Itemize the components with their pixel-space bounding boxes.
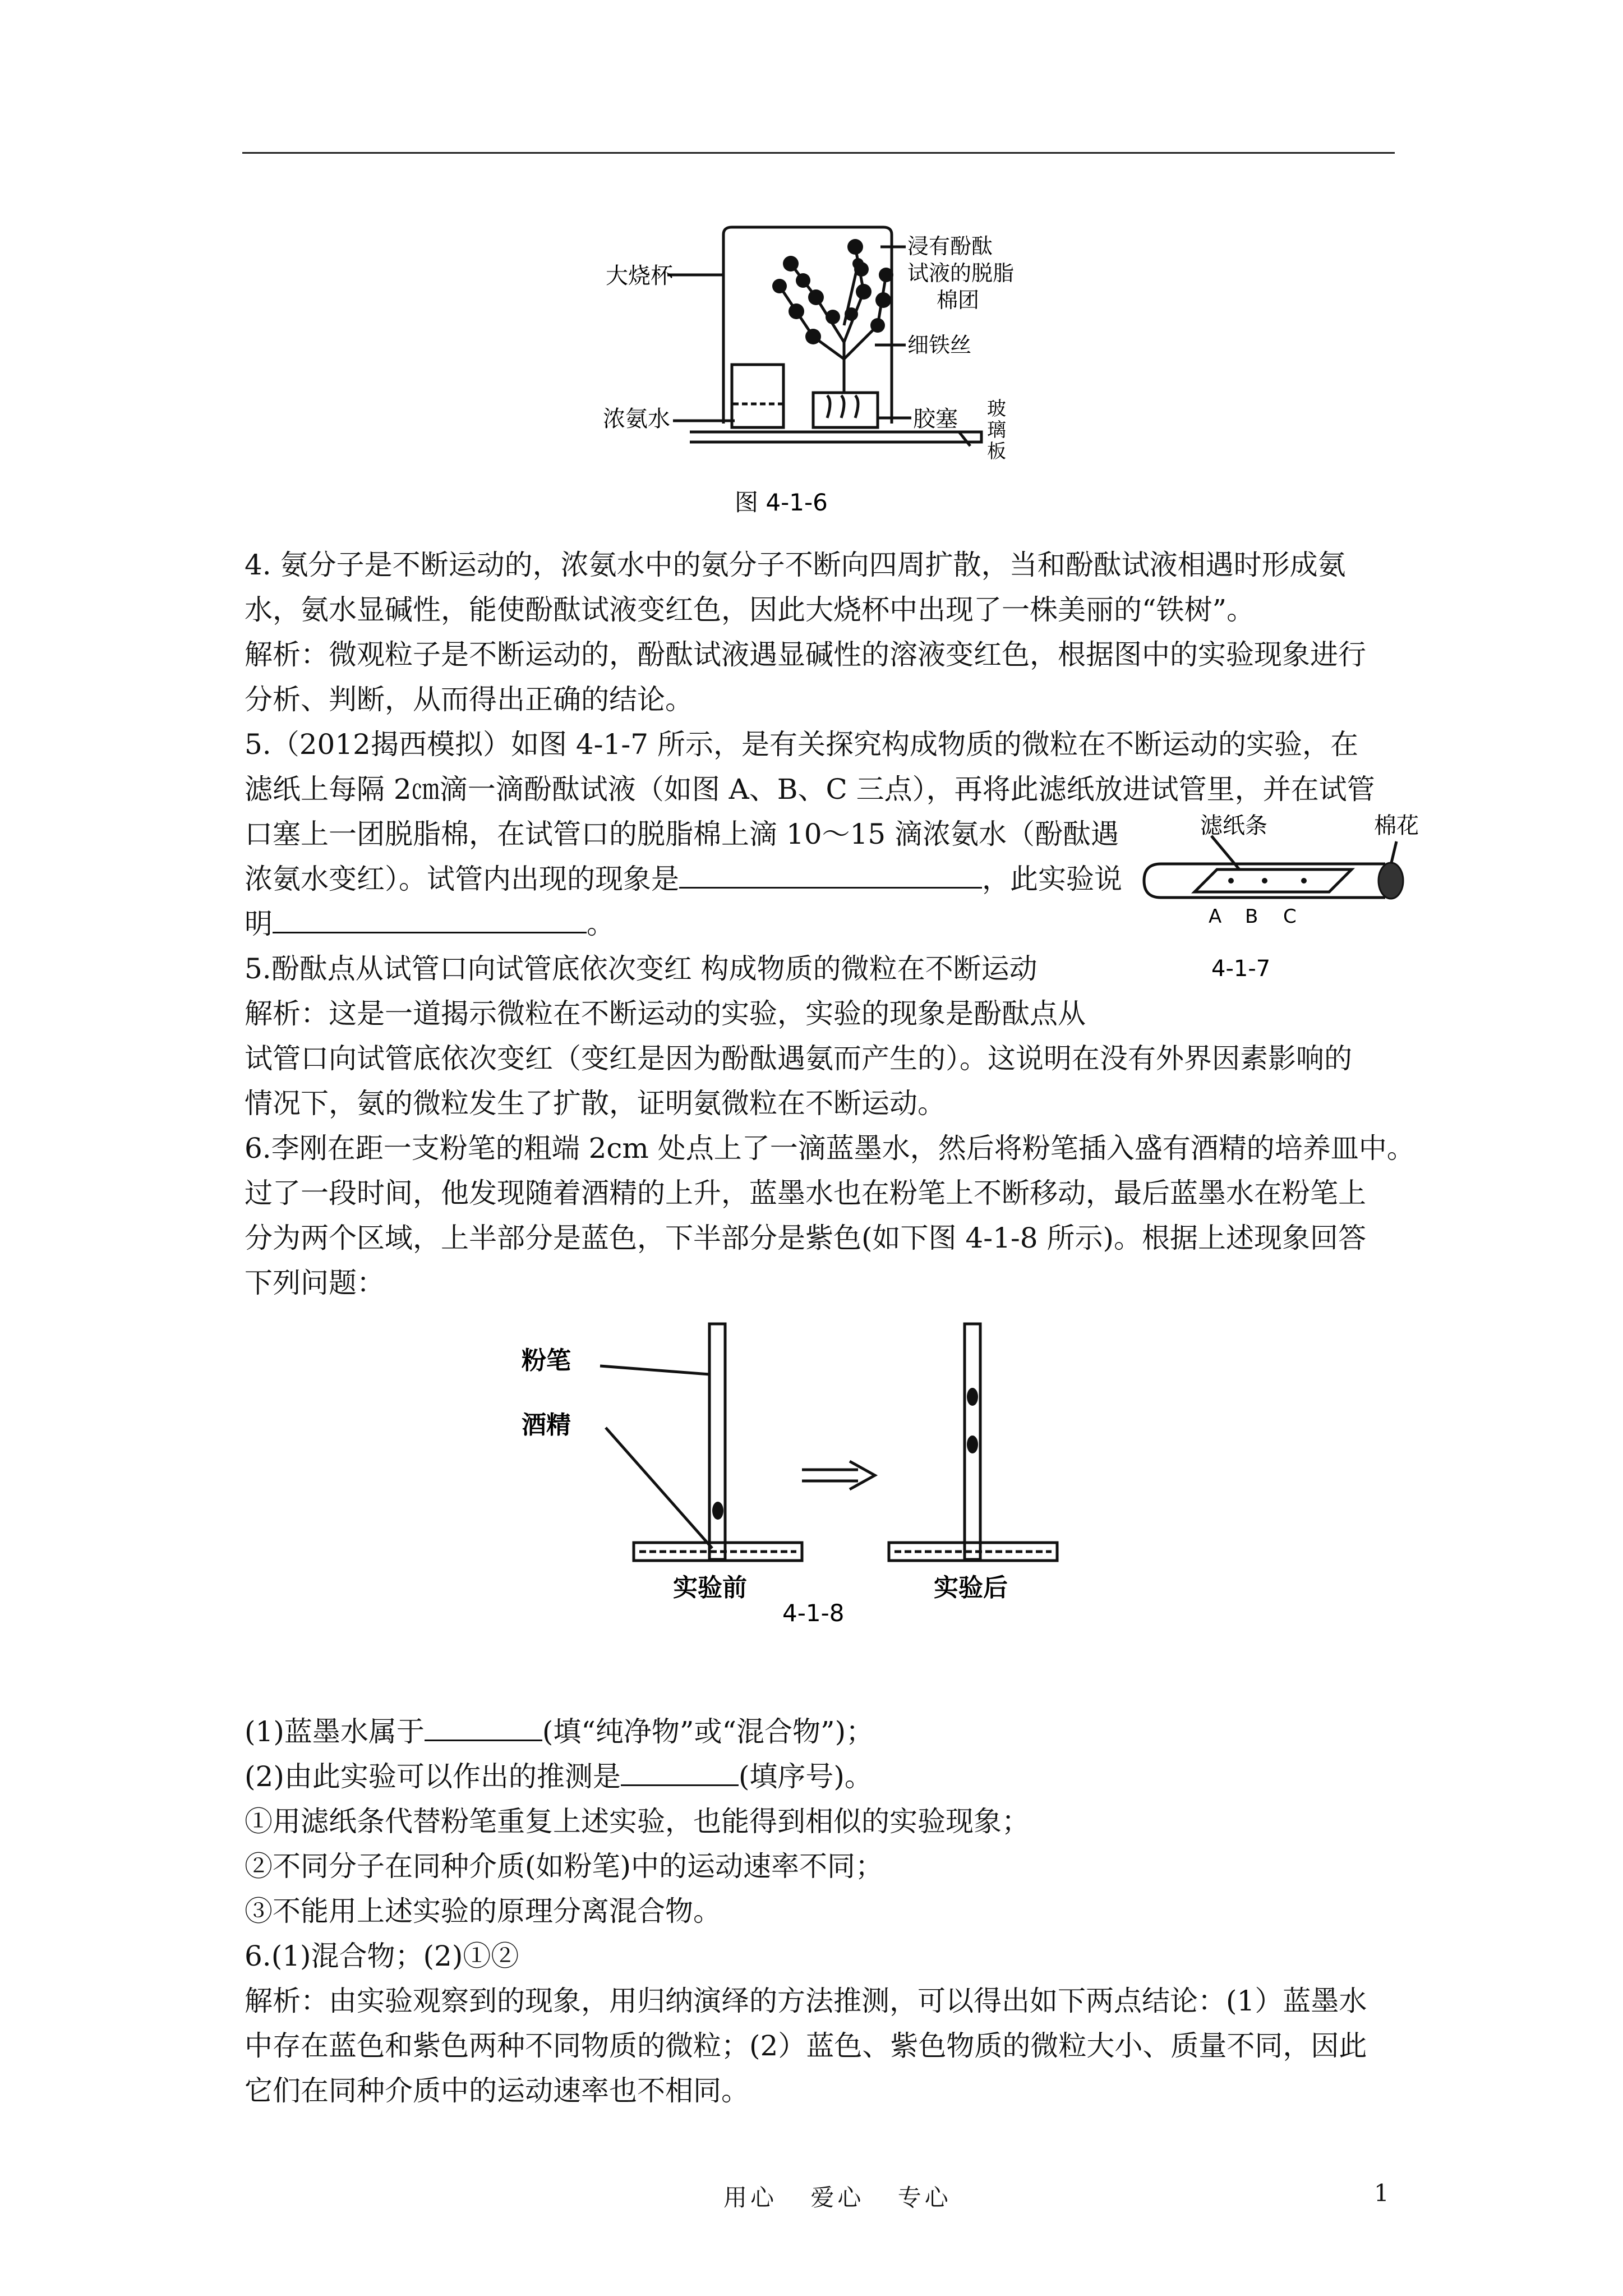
- label-cotton: 棉花: [1374, 813, 1419, 839]
- q6-option-3: ③不能用上述实验的原理分离混合物。: [245, 1895, 721, 1927]
- q6-blank-1[interactable]: [425, 1715, 542, 1741]
- q6-sub-1: [245, 1709, 1400, 1754]
- chalk-before: [709, 1324, 725, 1559]
- label-before: 实验前: [673, 1573, 747, 1602]
- footer-motto: 用心 爱心 专心: [723, 2184, 952, 2211]
- label-beaker: 大烧杯: [606, 263, 673, 289]
- label-alcohol: 酒精: [522, 1411, 571, 1439]
- label-cotton-1: 浸有酚酞: [907, 234, 993, 259]
- q5-line-4-text: 浓氨水变红）。试管内出现的现象是: [245, 863, 679, 895]
- q5-answer: 5.酚酞点从试管口向试管底依次变红 构成物质的微粒在不断运动: [245, 953, 1038, 985]
- q5-line-5-text: 明: [245, 908, 273, 940]
- q4-analysis-line-1: 解析：微观粒子是不断运动的，酚酞试液遇显碱性的溶液变红色，根据图中的实验现象进行: [245, 638, 1366, 671]
- ink-drop-before: [712, 1502, 723, 1520]
- figure-caption: 4-1-7: [1211, 956, 1271, 982]
- figure-caption: 4-1-8: [782, 1599, 845, 1627]
- q6-blank-2[interactable]: [621, 1760, 739, 1786]
- q6-sub-2-text: (2)由此实验可以作出的推测是: [245, 1760, 621, 1793]
- label-cotton-2: 试液的脱脂: [907, 261, 1015, 286]
- label-wire: 细铁丝: [907, 333, 972, 357]
- q5-analysis-line-2: 试管口向试管底依次变红（变红是因为酚酞遇氨而产生的）。这说明在没有外界因素影响的: [245, 1042, 1352, 1075]
- q4-answer-line-1: 4. 氨分子是不断运动的，浓氨水中的氨分子不断向四周扩散，当和酚酞试液相遇时形成氨: [245, 549, 1346, 581]
- q5-analysis-line-1: 解析：这是一道揭示微粒在不断运动的实验，实验的现象是酚酞点从: [245, 997, 1086, 1030]
- header-rule: [242, 152, 1395, 154]
- q6-option-1: ①用滤纸条代替粉笔重复上述实验，也能得到相似的实验现象；: [245, 1805, 1030, 1838]
- figure-4-1-7: [1138, 802, 1430, 987]
- q6-line-3: 分为两个区域，上半部分是蓝色，下半部分是紫色(如下图 4-1-8 所示)。根据上述现象回答: [245, 1222, 1367, 1254]
- label-cotton-3: 棉团: [937, 288, 980, 312]
- stopper: [813, 393, 878, 427]
- q6-analysis-line-1: 解析：由实验观察到的现象，用归纳演绎的方法推测，可以得出如下两点结论：(1）蓝墨水: [245, 1985, 1367, 2017]
- label-after: 实验后: [934, 1573, 1008, 1602]
- q5-line-5-end: 。: [587, 908, 615, 940]
- label-glass-1: 玻: [987, 398, 1006, 420]
- label-glass-2: 璃: [987, 419, 1006, 441]
- label-glass-3: 板: [987, 440, 1006, 463]
- q6-sub-2: [245, 1754, 1400, 1799]
- page-number: 1: [1374, 2179, 1389, 2207]
- q4-answer-line-2: 水，氨水显碱性，能使酚酞试液变红色，因此大烧杯中出现了一株美丽的“铁树”。: [245, 593, 1255, 626]
- q5-line-3: 口塞上一团脱脂棉，在试管口的脱脂棉上滴 10～15 滴浓氨水（酚酞遇: [245, 818, 1119, 850]
- q5-line-1: 5.（2012揭西模拟）如图 4-1-7 所示，是有关探究构成物质的微粒在不断运动的实验，在: [245, 728, 1358, 761]
- ink-purple-after: [967, 1435, 978, 1453]
- q5-line-4-end: ，此实验说: [982, 863, 1122, 895]
- q5-blank-conclusion[interactable]: [273, 907, 587, 933]
- q6-analysis-line-3: 它们在同种介质中的运动速率也不相同。: [245, 2074, 749, 2107]
- label-chalk: 粉笔: [522, 1346, 571, 1375]
- q6-answer: 6.(1)混合物；(2)①②: [245, 1940, 519, 1972]
- label-point-a: A: [1209, 905, 1222, 928]
- q6-line-1: 6.李刚在距一支粉笔的粗端 2cm 处点上了一滴蓝墨水，然后将粉笔插入盛有酒精的培养皿中。: [245, 1132, 1415, 1165]
- small-beaker: [732, 365, 783, 427]
- q6-sub-1-text: (1)蓝墨水属于: [245, 1715, 425, 1748]
- q6-sub-2-end: (填序号)。: [738, 1760, 873, 1793]
- label-point-c: C: [1283, 905, 1297, 928]
- cotton-plug: [1378, 863, 1403, 899]
- figure-4-1-8: [522, 1307, 1066, 1655]
- filter-paper-strip: [1195, 869, 1352, 892]
- q6-line-4: 下列问题：: [245, 1267, 385, 1299]
- label-stopper: 胶塞: [913, 406, 958, 432]
- q5-analysis-line-3: 情况下，氨的微粒发生了扩散，证明氨微粒在不断运动。: [245, 1087, 946, 1120]
- figure-4-1-6: [600, 224, 1026, 527]
- q4-analysis-line-2: 分析、判断，从而得出正确的结论。: [245, 683, 693, 716]
- label-filter-paper: 滤纸条: [1200, 813, 1267, 839]
- q6-option-2: ②不同分子在同种介质(如粉笔)中的运动速率不同；: [245, 1850, 884, 1883]
- ink-blue-after: [967, 1388, 978, 1406]
- figure-caption: 图 4-1-6: [735, 489, 828, 516]
- glass-plate: [690, 432, 981, 442]
- q6-analysis-line-2: 中存在蓝色和紫色两种不同物质的微粒；(2）蓝色、紫色物质的微粒大小、质量不同，因此: [245, 2030, 1367, 2062]
- q5-blank-phenomenon[interactable]: [679, 862, 982, 889]
- label-ammonia: 浓氨水: [603, 406, 670, 432]
- q6-line-2: 过了一段时间，他发现随着酒精的上升，蓝墨水也在粉笔上不断移动，最后蓝墨水在粉笔上: [245, 1177, 1366, 1209]
- label-point-b: B: [1245, 905, 1258, 928]
- q6-sub-1-end: (填“纯净物”或“混合物”)；: [542, 1715, 874, 1748]
- arrow: [802, 1461, 875, 1489]
- q5-line-2: 滤纸上每隔 2㎝滴一滴酚酞试液（如图 A、B、C 三点），再将此滤纸放进试管里，并在试管: [245, 773, 1375, 806]
